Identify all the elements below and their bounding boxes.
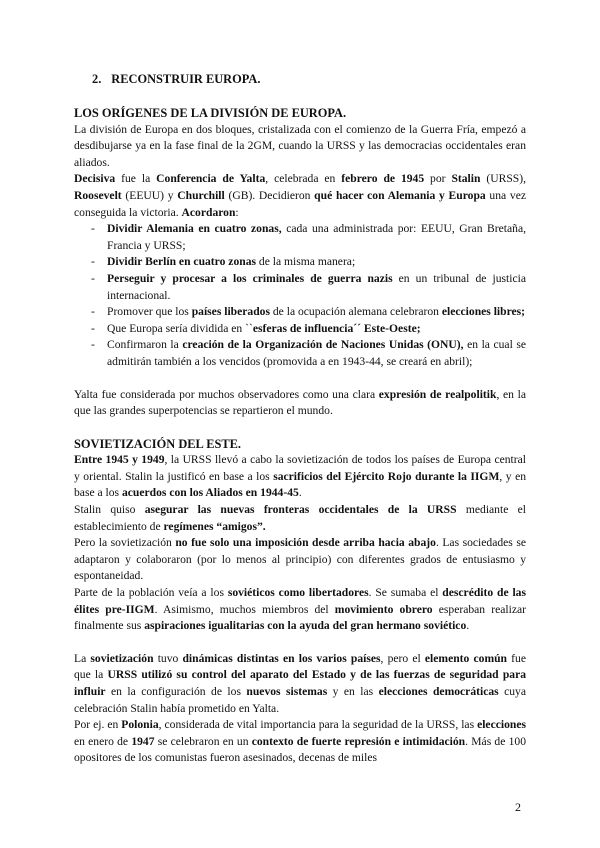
text: por bbox=[424, 172, 452, 186]
heading-number: 2. bbox=[92, 72, 102, 86]
text: se celebraron en un bbox=[154, 734, 252, 748]
bold-text: Dividir Berlín en cuatro zonas bbox=[107, 255, 257, 269]
text: tuvo bbox=[153, 651, 183, 665]
bold-text: Perseguir y procesar a los criminales de guerra nazis bbox=[107, 271, 393, 285]
text: : bbox=[235, 205, 239, 219]
bold-text: Stalin bbox=[451, 172, 481, 186]
bold-text: Roosevelt bbox=[74, 188, 122, 202]
paragraph-yalta bbox=[74, 171, 526, 221]
dash-bullet: - bbox=[91, 338, 95, 352]
text: . Las sociedades se adaptaron y colaboraron (por lo menos al principio) con diferentes grados de entusiasmo y espontaneidad. bbox=[74, 536, 526, 583]
text: . Asimismo, muchos miembros del bbox=[154, 602, 335, 616]
spacer bbox=[74, 371, 526, 387]
paragraph bbox=[74, 502, 526, 535]
text: Yalta fue considerada por muchos observadores como una clara bbox=[74, 387, 379, 401]
text: , pero el bbox=[380, 651, 425, 665]
list-item bbox=[74, 304, 526, 321]
text: , considerada de vital importancia para la seguridad de la URSS, las bbox=[158, 718, 478, 732]
section-title-sovietizacion: SOVIETIZACIÓN DEL ESTE. bbox=[74, 436, 241, 451]
text: cuya celebración Stalin había prometido en Yalta. bbox=[74, 685, 526, 715]
agreements-list bbox=[74, 221, 526, 370]
bold-text: elecciones democráticas bbox=[378, 685, 499, 698]
text: cada una administrada por: EEUU, Gran Bretaña, Francia y URSS; bbox=[107, 222, 526, 252]
text: fue la bbox=[115, 172, 157, 186]
text: Parte de la población veía a los bbox=[74, 586, 228, 600]
bold-text: Polonia bbox=[121, 718, 159, 732]
bold-text: contexto de fuerte represión e intimidación bbox=[251, 734, 466, 748]
list-item bbox=[74, 321, 526, 338]
bold-text: URSS utilizó su control del aparato del Estado y de las fuerzas de seguridad para influir bbox=[74, 668, 527, 698]
text: fue que la bbox=[74, 651, 526, 682]
text: . bbox=[466, 619, 470, 633]
text: Pero la sovietización bbox=[74, 536, 176, 550]
text: , la URSS llevó a cabo la sovietización de todos los países de Europa central y oriental. Stalin la justificó en base a los bbox=[74, 453, 526, 483]
bold-text: soviéticos como libertadores bbox=[227, 586, 369, 600]
text: en enero de bbox=[74, 734, 132, 748]
bold-text: movimiento obrero bbox=[334, 602, 433, 616]
bold-text: dinámicas distintas en los varios países bbox=[182, 651, 381, 665]
bold-text: Churchill bbox=[177, 188, 225, 202]
text: de la misma manera; bbox=[256, 255, 356, 269]
bold-text: regímenes “amigos”. bbox=[163, 519, 266, 533]
dash-bullet: - bbox=[91, 271, 95, 285]
dash-bullet: - bbox=[91, 305, 95, 319]
bold-text: Entre 1945 y 1949 bbox=[74, 453, 165, 467]
list-item bbox=[74, 254, 526, 271]
section-title-origenes: LOS ORÍGENES DE LA DIVISIÓN DE EUROPA. bbox=[74, 106, 347, 120]
bold-text: Acordaron bbox=[181, 205, 236, 219]
bold-text: elemento común bbox=[424, 651, 507, 665]
text: mediante el establecimiento de bbox=[74, 503, 526, 533]
text: esperaban realizar finalmente sus bbox=[74, 602, 526, 633]
bold-text: qué hacer con Alemania y Europa bbox=[314, 188, 486, 202]
bold-text: no fue solo una imposición desde arriba hacia abajo bbox=[175, 536, 436, 550]
list-item bbox=[74, 337, 526, 370]
text: en la configuración de los bbox=[105, 685, 247, 698]
bold-text: creación de la Organización de Naciones Unidas (ONU), bbox=[182, 338, 464, 352]
text: La bbox=[74, 651, 91, 665]
text: y en las bbox=[327, 685, 379, 698]
text: Stalin quiso bbox=[74, 503, 145, 517]
bold-text: 1947 bbox=[131, 734, 155, 748]
bold-text: acuerdos con los Aliados en 1944-45 bbox=[121, 486, 299, 500]
bold-text: descrédito de las élites pre-IIGM bbox=[74, 586, 526, 616]
bold-text: asegurar las nuevas fronteras occidentales de la URSS bbox=[144, 503, 457, 517]
text: , y en base a los bbox=[74, 469, 527, 500]
bold-text: expresión de realpolitik bbox=[378, 387, 497, 401]
text: (URSS), bbox=[480, 172, 526, 186]
text: , celebrada en bbox=[265, 172, 342, 186]
bold-text: sacrificios del Ejército Rojo durante la IIGM bbox=[273, 469, 500, 483]
bold-text: elecciones libres; bbox=[441, 305, 526, 319]
text: de la ocupación alemana celebraron bbox=[269, 305, 442, 319]
text: en la cual se admitirán también a los vencidos (promovida a en 1943-44, se creará en abril); bbox=[107, 338, 526, 368]
page-number: 2 bbox=[515, 800, 521, 814]
heading-title: RECONSTRUIR EUROPA. bbox=[111, 72, 261, 86]
bold-text: Conferencia de Yalta bbox=[156, 172, 266, 186]
document-body bbox=[74, 105, 526, 767]
text: . bbox=[298, 486, 302, 500]
text: una vez conseguida la victoria. bbox=[74, 188, 526, 219]
bold-text: sovietización bbox=[90, 651, 154, 665]
bold-text: elecciones bbox=[477, 718, 526, 732]
bold-text: Dividir Alemania en cuatro zonas, bbox=[107, 222, 282, 236]
paragraph bbox=[74, 717, 526, 767]
paragraph bbox=[74, 535, 526, 585]
bold-text: países liberados bbox=[191, 305, 270, 319]
text: Que Europa sería dividida en `` bbox=[107, 321, 253, 335]
text: Por ej. en bbox=[74, 718, 122, 732]
text: Promover que los bbox=[107, 305, 192, 319]
text: (GB). Decidieron bbox=[224, 188, 315, 202]
dash-bullet: - bbox=[91, 222, 95, 236]
dash-bullet: - bbox=[91, 255, 95, 269]
bold-text: nuevos sistemas bbox=[246, 685, 328, 698]
text: , en la que las grandes superpotencias se repartieron el mundo. bbox=[74, 387, 526, 418]
spacer bbox=[74, 420, 526, 436]
text: Confirmaron la bbox=[107, 338, 183, 352]
bold-text: Decisiva bbox=[74, 172, 116, 186]
text: en un tribunal de justicia internacional. bbox=[107, 271, 526, 302]
list-item bbox=[74, 271, 526, 304]
text: (EEUU) y bbox=[121, 188, 178, 202]
spacer bbox=[74, 635, 526, 651]
paragraph: La división de Europa en dos bloques, cristalizada con el comienzo de la Guerra Fría, empezó a desdibujarse ya en la fase final de la 2GM, cuando la URSS y las democracias occidentales eran aliados. bbox=[74, 122, 526, 169]
dash-bullet: - bbox=[91, 321, 95, 335]
paragraph bbox=[74, 452, 526, 502]
bold-text: febrero de 1945 bbox=[341, 172, 425, 186]
bold-text: aspiraciones igualitarias con la ayuda del gran hermano soviético bbox=[144, 619, 467, 633]
text: . Se sumaba el bbox=[368, 586, 443, 600]
paragraph bbox=[74, 651, 526, 717]
list-item bbox=[74, 221, 526, 254]
paragraph-realpolitik bbox=[74, 387, 526, 420]
main-heading bbox=[92, 72, 260, 87]
bold-text: esferas de influencia´´ Este-Oeste; bbox=[252, 321, 421, 335]
paragraph bbox=[74, 585, 526, 635]
text: . Más de 100 opositores de los comunistas fueron asesinados, decenas de miles bbox=[74, 734, 526, 765]
